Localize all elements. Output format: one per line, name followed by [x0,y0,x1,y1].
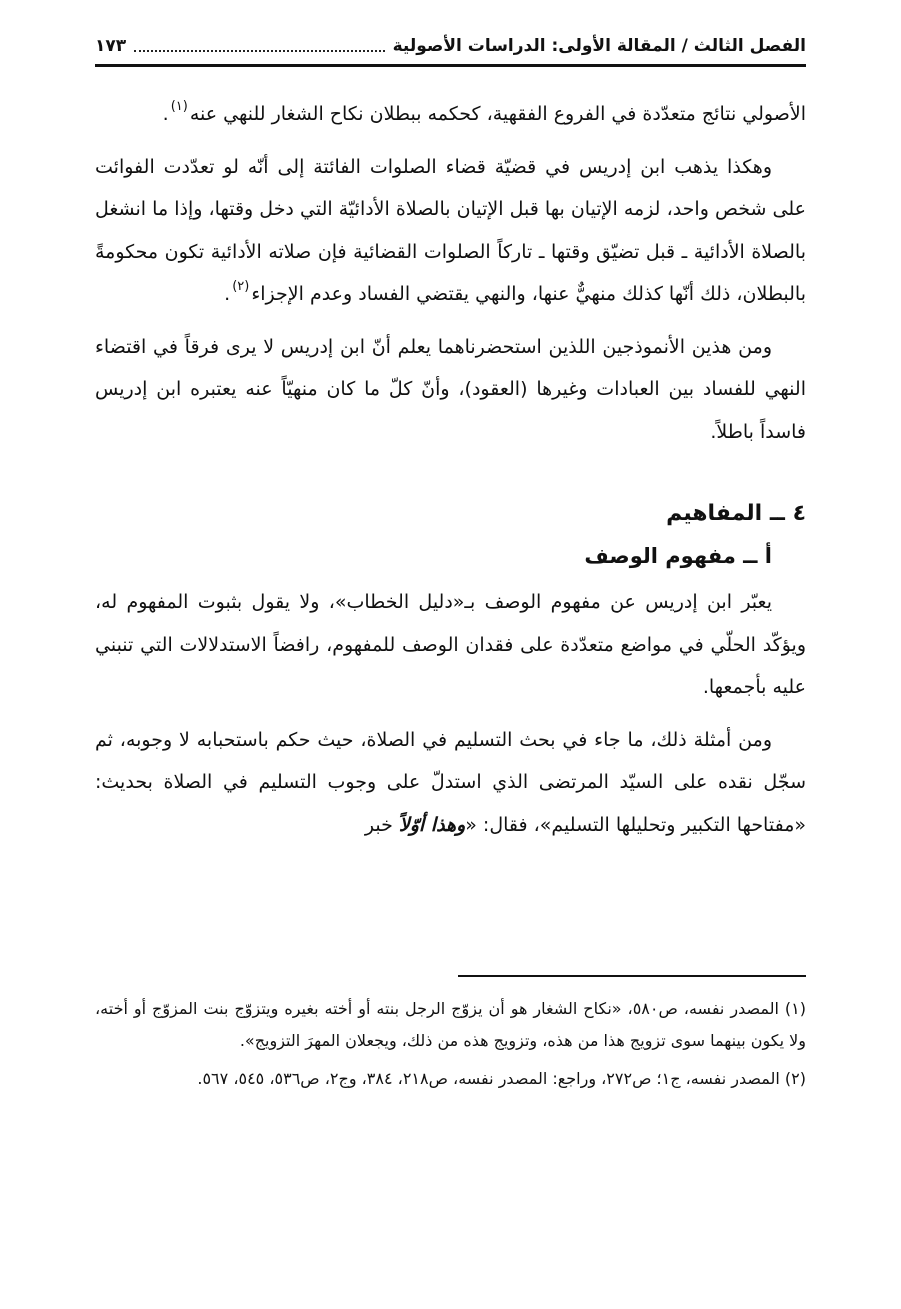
footnote-2: (٢) المصدر نفسه، ج١؛ ص٢٧٢، وراجع: المصدر نفسه، ص٢١٨، ٣٨٤، وج٢، ص٥٣٦، ٥٤٥، ٥٦٧. [197,1069,806,1088]
paragraph-4: يعبّر ابن إدريس عن مفهوم الوصف بـ«دليل الخطاب»، ولا يقول بثبوت المفهوم له، ويؤكّد الحلّي في مواضع متعدّدة على فقدان الوصف للمفهوم، رافضاً الاستدلالات التي تنبني عليه بأجمعها. [95,591,806,698]
chapter-title: الفصل الثالث / المقالة الأولى: الدراسات الأصولية [392,36,806,56]
paragraph-2: وهكذا يذهب ابن إدريس في قضيّة قضاء الصلوات الفائتة إلى أنّه لو تعدّدت الفوائت على شخص واحد، لزمه الإتيان بها قبل الإتيان بالصلاة الأدائيّة التي دخل وقتها، وإذا ما انشغل بالصلاة الأدائية ـ قبل تضيّق وقتها ـ تاركاً الصلوات القضائية فإن صلاته الأدائية تكون محكومةً بالبطلان، ذلك أنّها كذلك منهيٌّ عنها، والنهي يقتضي الفساد وعدم الإجزاء$^{(٢)}$. [95,155,806,305]
heading-spacer [95,463,806,493]
paragraph-5: ومن أمثلة ذلك، ما جاء في بحث التسليم في الصلاة، حيث حكم باستحبابه لا وجوبه، ثم سجّل نقده على السيّد المرتضى الذي استدلّ على وجوب التسليم في الصلاة بحديث: «مفتاحها التكبير وتحليلها التسليم»، فقال: «وهذا أوّلاً خبر [95,728,806,836]
subsection-heading: أ ــ مفهوم الوصف [584,544,772,568]
header-rule [95,64,806,67]
footnote-ref-1: (١) [170,99,188,114]
main-text [95,93,806,856]
page-number: ١٧٣ [95,36,127,56]
quoted-italic: وهذا أوّلاً [398,813,466,836]
footnote-1: (١) المصدر نفسه، ص٥٨٠، «نكاح الشغار هو أن يزوّج الرجل بنته أو أخته بغيره ويتزوّج بنت المزوّج أو أخته، ولا يكون بينهما سوى تزويج هذا من هذه، وتزويج هذه من ذلك، ويجعلان المهرَ التزويج». [95,999,806,1050]
paragraph-3: ومن هذين الأنموذجين اللذين استحضرناهما يعلم أنّ ابن إدريس لا يرى فرقاً في اقتضاء النهي للفساد بين العبادات وغيرها (العقود)، وأنّ كلّ ما كان منهيّاً عنه يعتبره ابن إدريس فاسداً باطلاً. [95,335,806,443]
footnote-rule [458,975,806,977]
leader-dots [134,40,384,52]
paragraph-1: الأصولي نتائج متعدّدة في الفروع الفقهية، كحكمه ببطلان نكاح الشغار للنهي عنه$^{(١)}$. [162,99,806,125]
footnotes [95,993,806,1101]
footnote-ref-2: (٢) [232,279,250,294]
running-header [95,30,806,62]
section-heading: ٤ ــ المفاهيم [666,501,806,526]
